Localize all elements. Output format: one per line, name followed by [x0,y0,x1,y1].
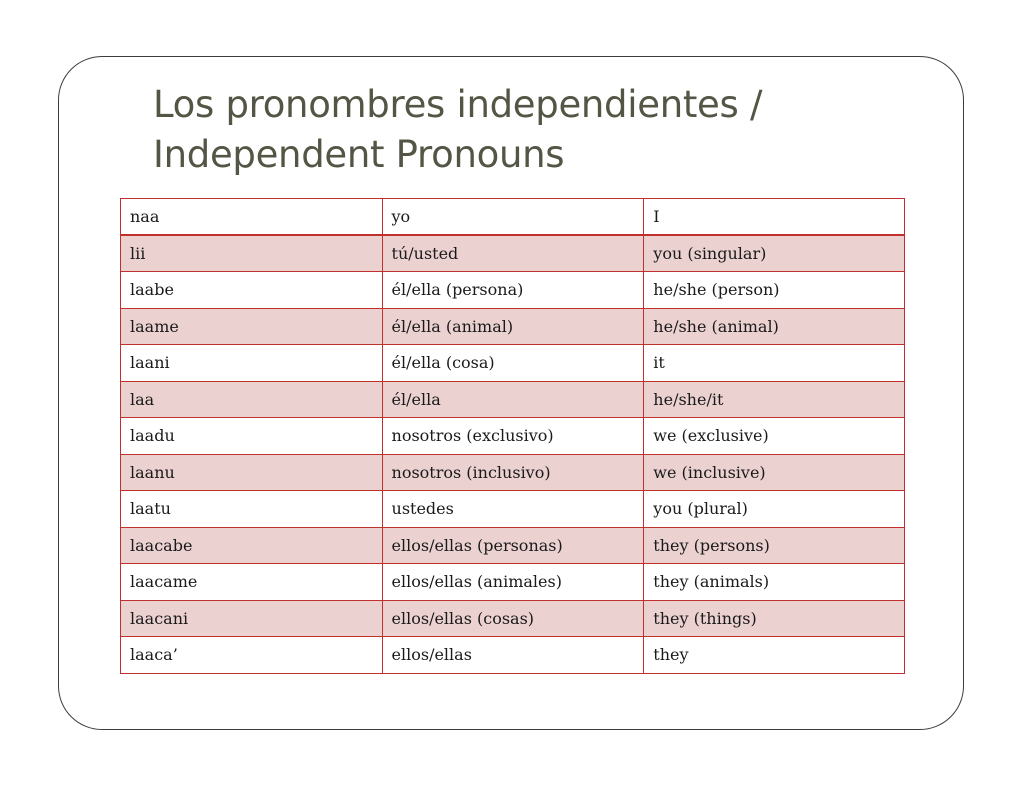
table-row [121,491,905,528]
zapotec-pronoun: laani [121,345,383,382]
table-row [121,272,905,309]
spanish-pronoun: nosotros (exclusivo) [382,418,644,455]
table-row [121,637,905,674]
zapotec-pronoun: laacani [121,600,383,637]
zapotec-pronoun: naa [121,199,383,236]
english-pronoun: I [644,199,905,236]
spanish-pronoun: ellos/ellas (animales) [382,564,644,601]
spanish-pronoun: ellos/ellas (personas) [382,527,644,564]
slide-title-line-1: Los pronombres independientes / [153,83,763,126]
spanish-pronoun: nosotros (inclusivo) [382,454,644,491]
english-pronoun: you (plural) [644,491,905,528]
english-pronoun: you (singular) [644,235,905,272]
spanish-pronoun: tú/usted [382,235,644,272]
spanish-pronoun: ustedes [382,491,644,528]
spanish-pronoun: él/ella (persona) [382,272,644,309]
table-row [121,527,905,564]
slide-title [153,80,913,180]
english-pronoun: they [644,637,905,674]
zapotec-pronoun: laacame [121,564,383,601]
english-pronoun: they (animals) [644,564,905,601]
spanish-pronoun: él/ella (cosa) [382,345,644,382]
spanish-pronoun: él/ella (animal) [382,308,644,345]
slide-title-line-2: Independent Pronouns [153,133,565,176]
zapotec-pronoun: laacabe [121,527,383,564]
spanish-pronoun: él/ella [382,381,644,418]
table-row [121,564,905,601]
zapotec-pronoun: laa [121,381,383,418]
zapotec-pronoun: laame [121,308,383,345]
table-row [121,381,905,418]
english-pronoun: he/she (person) [644,272,905,309]
english-pronoun: he/she/it [644,381,905,418]
zapotec-pronoun: laatu [121,491,383,528]
table-row [121,345,905,382]
spanish-pronoun: ellos/ellas (cosas) [382,600,644,637]
pronoun-table [120,198,905,674]
english-pronoun: he/she (animal) [644,308,905,345]
zapotec-pronoun: laadu [121,418,383,455]
english-pronoun: we (inclusive) [644,454,905,491]
table-row [121,308,905,345]
spanish-pronoun: ellos/ellas [382,637,644,674]
table-row [121,235,905,272]
english-pronoun: they (things) [644,600,905,637]
table-row [121,454,905,491]
table-row [121,418,905,455]
english-pronoun: we (exclusive) [644,418,905,455]
table-row [121,199,905,236]
zapotec-pronoun: laabe [121,272,383,309]
spanish-pronoun: yo [382,199,644,236]
zapotec-pronoun: laanu [121,454,383,491]
english-pronoun: it [644,345,905,382]
table-row [121,600,905,637]
english-pronoun: they (persons) [644,527,905,564]
zapotec-pronoun: lii [121,235,383,272]
zapotec-pronoun: laaca’ [121,637,383,674]
